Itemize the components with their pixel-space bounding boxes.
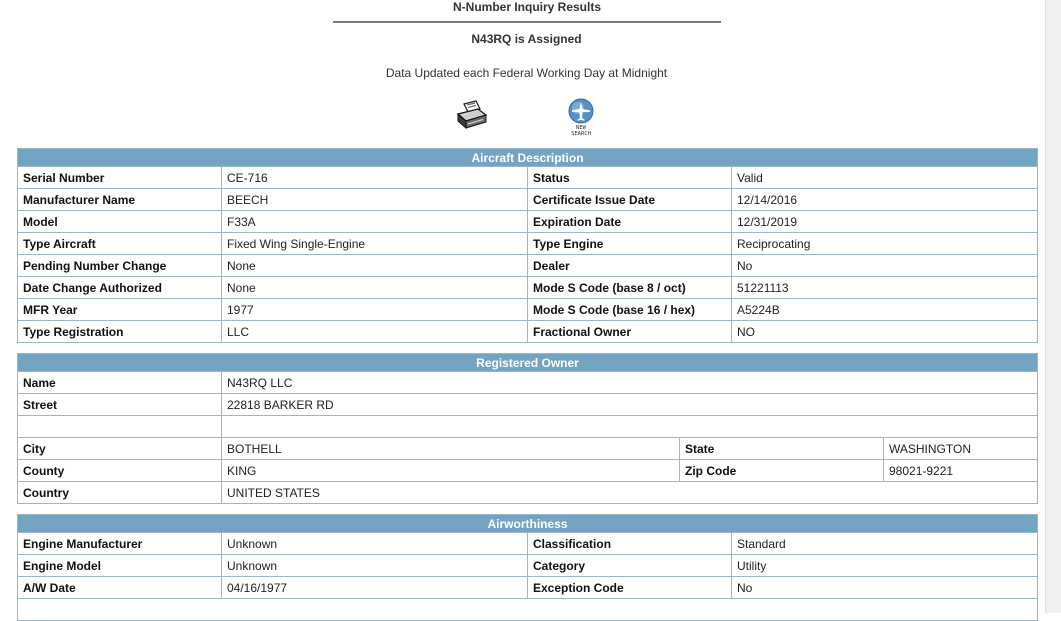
assignment-status: N43RQ is Assigned: [471, 32, 582, 46]
table-row: [18, 438, 1038, 460]
table-row: [18, 167, 1038, 189]
aw-date-label: A/W Date: [18, 577, 222, 599]
exception-code-value: No: [732, 577, 1038, 599]
table-row: [18, 533, 1038, 555]
table-row: [18, 372, 1038, 394]
aw-date-value: 04/16/1977: [222, 577, 528, 599]
manufacturer-name-value: BEECH: [222, 189, 528, 211]
classification-label: Classification: [528, 533, 732, 555]
date-change-authorized-value: None: [222, 277, 528, 299]
engine-model-label: Engine Model: [18, 555, 222, 577]
expiration-date-value: 12/31/2019: [732, 211, 1038, 233]
title-divider: [333, 21, 721, 23]
country-label: Country: [18, 482, 222, 504]
county-label: County: [18, 460, 222, 482]
street-label: Street: [18, 394, 222, 416]
dealer-label: Dealer: [528, 255, 732, 277]
engine-manufacturer-label: Engine Manufacturer: [18, 533, 222, 555]
country-value: UNITED STATES: [222, 482, 1038, 504]
certificate-issue-date-label: Certificate Issue Date: [528, 189, 732, 211]
certificate-issue-date-value: 12/14/2016: [732, 189, 1038, 211]
mfr-year-label: MFR Year: [18, 299, 222, 321]
table-row: [18, 299, 1038, 321]
fractional-owner-label: Fractional Owner: [528, 321, 732, 343]
zip-code-label: Zip Code: [680, 460, 884, 482]
printer-icon[interactable]: [456, 100, 488, 130]
type-engine-label: Type Engine: [528, 233, 732, 255]
serial-number-label: Serial Number: [18, 167, 222, 189]
pending-number-change-value: None: [222, 255, 528, 277]
model-label: Model: [18, 211, 222, 233]
update-notice: Data Updated each Federal Working Day at Midnight: [385, 66, 668, 80]
expiration-date-label: Expiration Date: [528, 211, 732, 233]
exception-code-label: Exception Code: [528, 577, 732, 599]
airworthiness-table: [17, 514, 1038, 621]
engine-manufacturer-value: Unknown: [222, 533, 528, 555]
city-value: BOTHELL: [222, 438, 680, 460]
state-label: State: [680, 438, 884, 460]
aircraft-description-table: [17, 148, 1038, 343]
serial-number-value: CE-716: [222, 167, 528, 189]
type-aircraft-label: Type Aircraft: [18, 233, 222, 255]
table-row: [18, 277, 1038, 299]
type-registration-value: LLC: [222, 321, 528, 343]
new-search-label-2: SEARCH: [571, 131, 591, 137]
engine-model-value: Unknown: [222, 555, 528, 577]
type-aircraft-value: Fixed Wing Single-Engine: [222, 233, 528, 255]
mfr-year-value: 1977: [222, 299, 528, 321]
mode-s-hex-value: A5224B: [732, 299, 1038, 321]
table-row: [18, 233, 1038, 255]
table-row: [18, 255, 1038, 277]
owner-name-value: N43RQ LLC: [222, 372, 1038, 394]
new-search-label-1: NEW: [576, 125, 586, 131]
state-value: WASHINGTON: [884, 438, 1038, 460]
registered-owner-table: [17, 353, 1038, 504]
empty-row: [18, 599, 1038, 621]
classification-value: Standard: [732, 533, 1038, 555]
fractional-owner-value: NO: [732, 321, 1038, 343]
table-row: [18, 321, 1038, 343]
street-value: 22818 BARKER RD: [222, 394, 1038, 416]
model-value: F33A: [222, 211, 528, 233]
dealer-value: No: [732, 255, 1038, 277]
table-row: [18, 577, 1038, 599]
county-value: KING: [222, 460, 680, 482]
street2-value: [222, 416, 1038, 438]
status-label: Status: [528, 167, 732, 189]
airworthiness-header: Airworthiness: [18, 515, 1038, 533]
table-row: [18, 555, 1038, 577]
status-value: Valid: [732, 167, 1038, 189]
vertical-scrollbar[interactable]: [1045, 0, 1061, 613]
category-label: Category: [528, 555, 732, 577]
date-change-authorized-label: Date Change Authorized: [18, 277, 222, 299]
table-row: [18, 189, 1038, 211]
new-search-icon[interactable]: [566, 98, 596, 138]
table-row: [18, 211, 1038, 233]
mode-s-octal-value: 51221113: [732, 277, 1038, 299]
type-engine-value: Reciprocating: [732, 233, 1038, 255]
table-row: [18, 460, 1038, 482]
type-registration-label: Type Registration: [18, 321, 222, 343]
table-row: [18, 394, 1038, 416]
zip-code-value: 98021-9221: [884, 460, 1038, 482]
street2-label: [18, 416, 222, 438]
table-row: [18, 416, 1038, 438]
table-row: [18, 482, 1038, 504]
pending-number-change-label: Pending Number Change: [18, 255, 222, 277]
mode-s-hex-label: Mode S Code (base 16 / hex): [528, 299, 732, 321]
table-row: [18, 599, 1038, 621]
manufacturer-name-label: Manufacturer Name: [18, 189, 222, 211]
category-value: Utility: [732, 555, 1038, 577]
aircraft-description-header: Aircraft Description: [18, 149, 1038, 167]
page-title: N-Number Inquiry Results: [452, 0, 602, 14]
mode-s-octal-label: Mode S Code (base 8 / oct): [528, 277, 732, 299]
city-label: City: [18, 438, 222, 460]
owner-name-label: Name: [18, 372, 222, 394]
registered-owner-header: Registered Owner: [18, 354, 1038, 372]
